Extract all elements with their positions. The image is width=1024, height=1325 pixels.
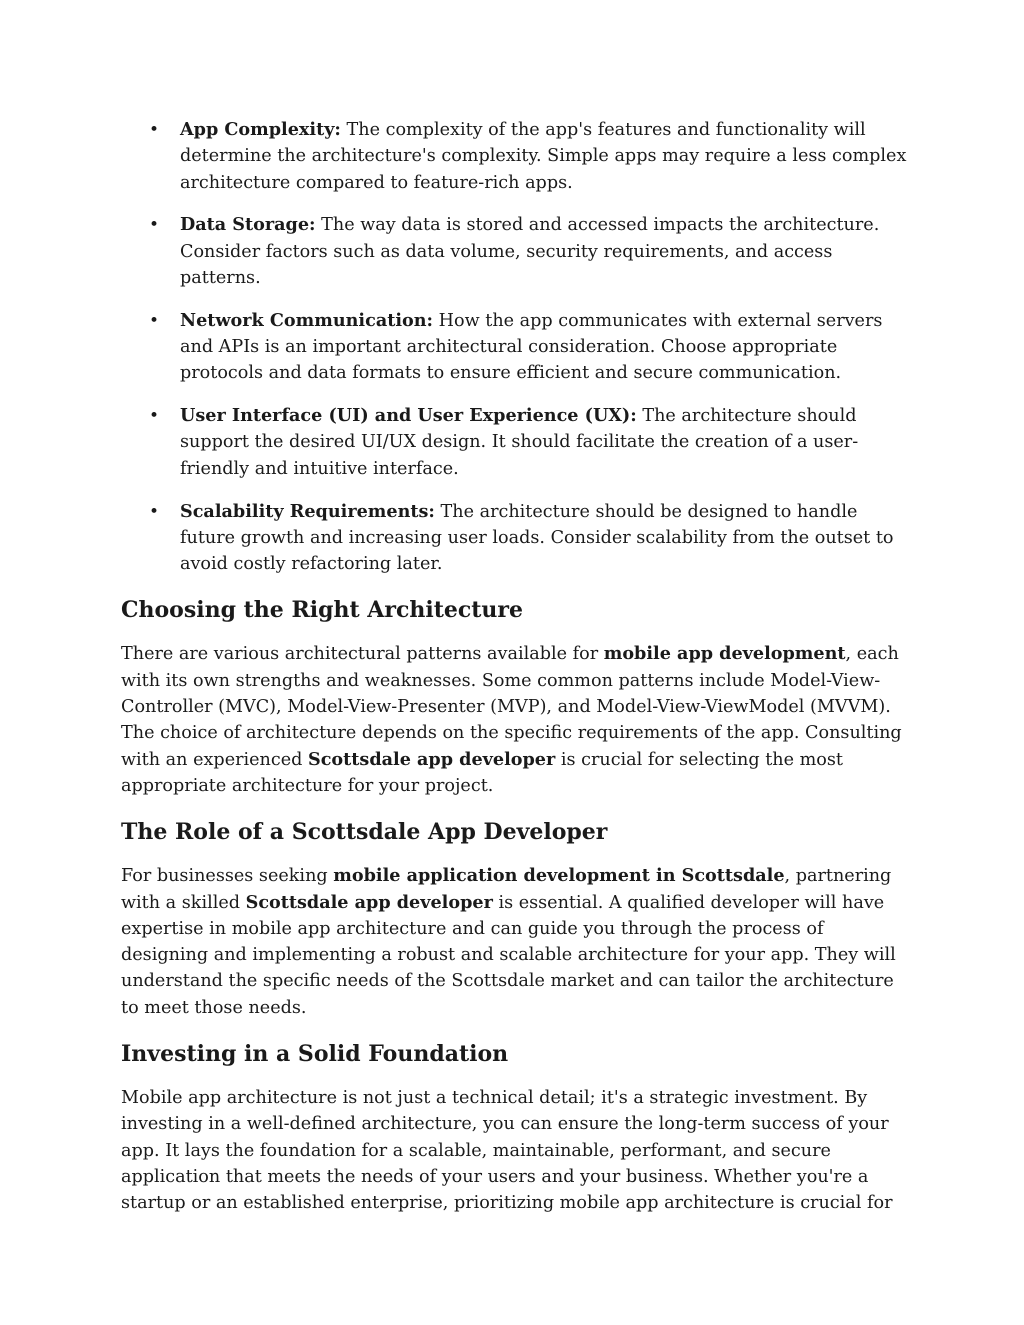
list-item-network-communication [121,308,911,387]
list-item-text: The way data is stored and accessed impacts the architecture. Consider factors such as data volume, security requirements, and access patterns. [180,215,880,288]
document-page [121,117,911,1217]
heading-investing-foundation: Investing in a Solid Foundation [121,1041,509,1068]
bold-run: Scottsdale app developer [308,748,556,770]
text-run: is essential. A qualified developer will have expertise in mobile app architecture and can guide you through the process of designing and implementing a robust and scalable architecture for your app. They will understand the specific needs of the Scottsdale market and can tailor the architecture to meet those needs. [121,892,896,1018]
text-run: Mobile app architecture is not just a technical detail; it's a strategic investment. By investing in a well-defined architecture, you can ensure the long-term success of your app. It lays the foundation for a scalable, maintainable, performant, and secure application that meets the needs of your users and your business. Whether you're a startup or an established enterprise, prioritizing mobile app architecture is crucial for [121,1088,893,1214]
paragraph-investing-foundation [121,1085,911,1216]
text-run: is crucial for selecting the most appropriate architecture for your project. [121,749,843,796]
text-run: For businesses seeking [121,866,334,887]
heading-role-developer: The Role of a Scottsdale App Developer [121,819,608,846]
bold-run: mobile application development in Scottsdale [333,865,785,887]
bold-run: Scottsdale app developer [245,891,493,913]
text-run: , each with its own strengths and weaknesses. Some common patterns include Model-View-Controller (MVC), Model-View-Presenter (MVP), and Model-View-ViewModel (MVVM). The choice of architecture depends on the specific requirements of the app. Consulting with an experienced [121,644,902,770]
list-item-term: User Interface (UI) and User Experience (UX): [180,405,637,427]
list-item-ui-ux [121,403,911,482]
bullet-icon: • [149,120,160,140]
list-item-term: Data Storage: [180,214,316,236]
bullet-icon: • [149,310,160,331]
list-item-term: Scalability Requirements: [180,500,435,522]
paragraph-role-developer [121,863,911,1021]
list-item-text: The complexity of the app's features and functionality will determine the architecture's complexity. Simple apps may require a less complex architecture compared to feature-rich apps. [180,120,907,193]
heading-choosing-architecture: Choosing the Right Architecture [121,597,523,624]
list-item-term: Network Communication: [180,309,434,331]
bullet-icon: • [149,215,160,236]
bold-run: mobile app development [603,643,846,665]
list-item-text: The architecture should be designed to handle future growth and increasing user loads. Consider scalability from the outset to avoid costly refactoring later. [180,501,894,575]
list-item-text: How the app communicates with external servers and APIs is an important architectural consideration. Choose appropriate protocols and data formats to ensure efficient and secure communication. [180,310,883,384]
list-item-scalability [121,499,911,578]
list-item-data-storage [121,212,911,291]
bullet-icon: • [149,501,160,522]
list-item-term: App Complexity: [180,119,341,140]
bullet-icon: • [149,406,160,427]
text-run: There are various architectural patterns available for [121,644,604,665]
paragraph-choosing-architecture [121,641,911,799]
list-item-app-complexity [121,117,911,196]
factors-list [121,117,911,577]
text-run: , partnering with a skilled [121,866,892,913]
list-item-text: The architecture should support the desired UI/UX design. It should facilitate the creation of a user-friendly and intuitive interface. [180,406,859,479]
